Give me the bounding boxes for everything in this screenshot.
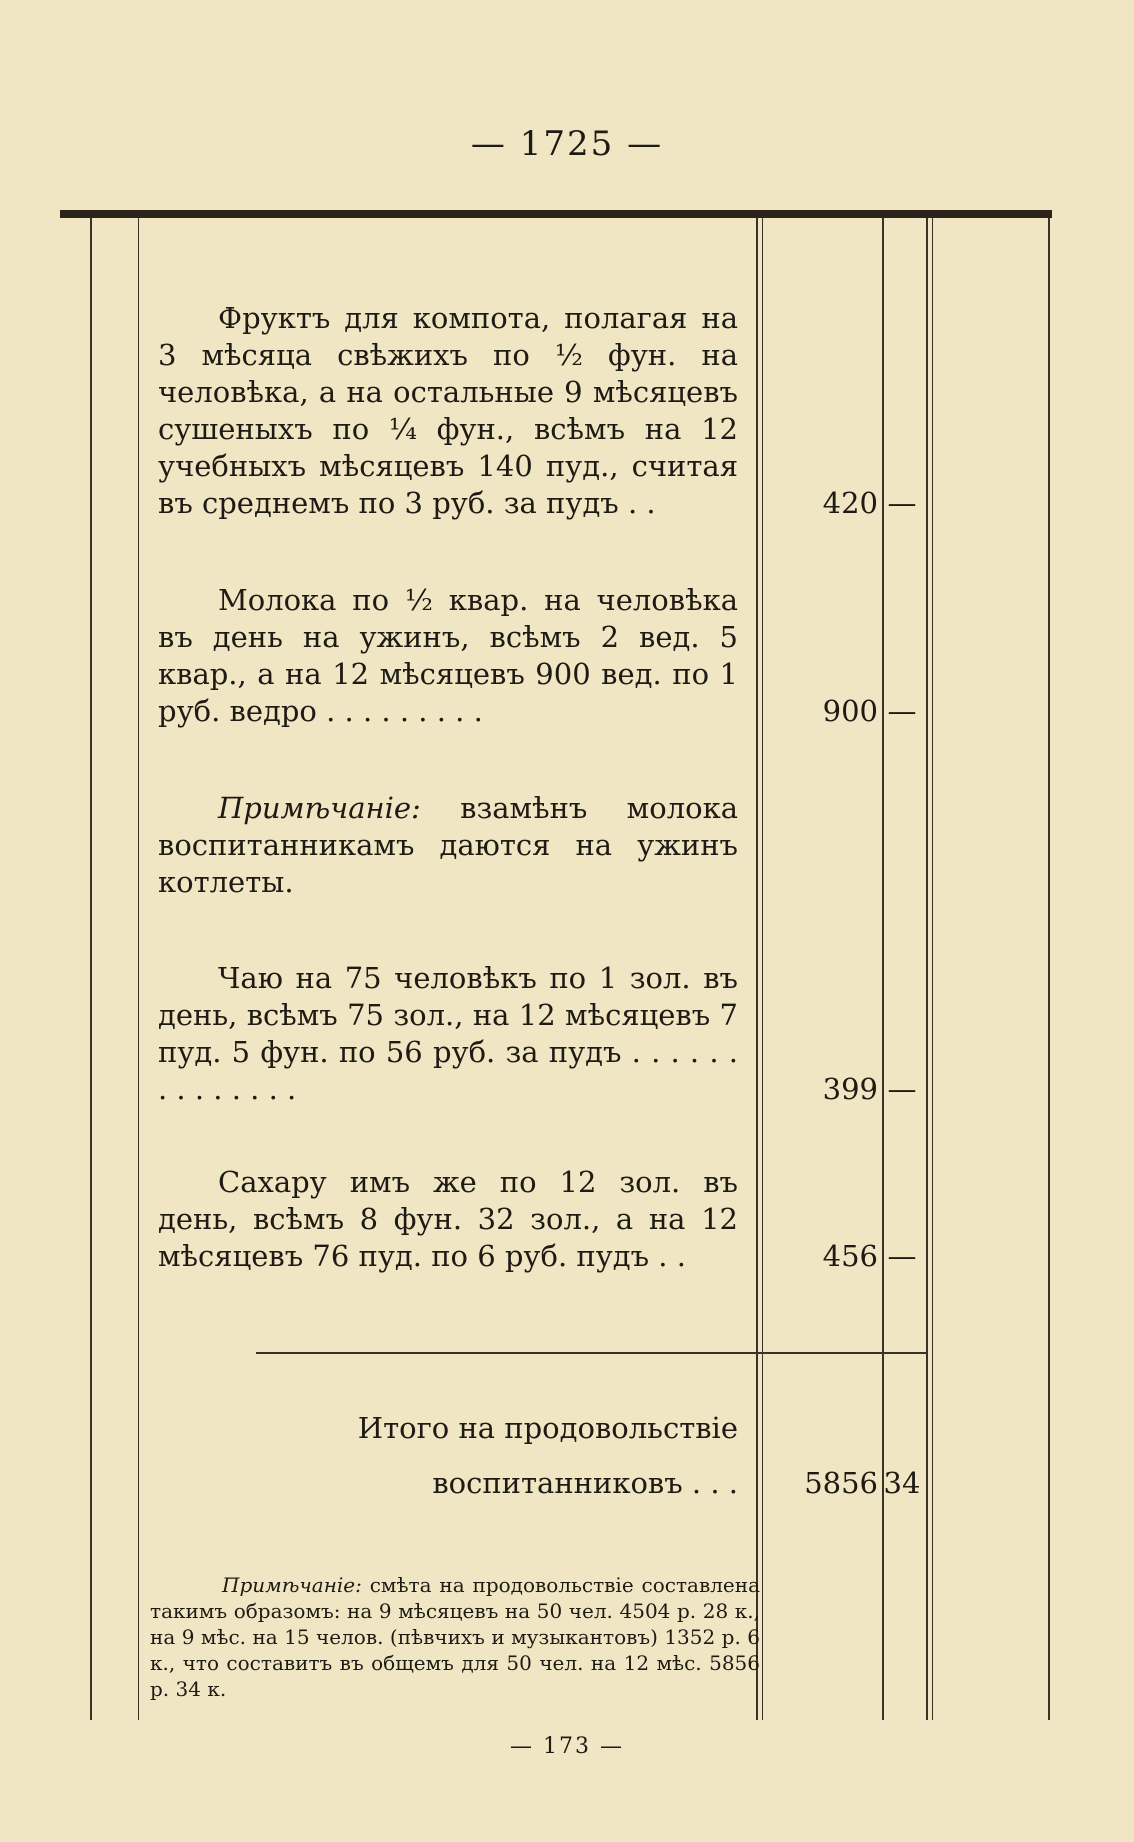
entry-milk-amount: 900 — [822, 694, 878, 728]
entry-tea — [158, 960, 738, 1108]
entry-tea-text: Чаю на 75 человѣкъ по 1 зол. въ день, всѣмъ 75 зол., на 12 мѣсяцевъ 7 пуд. 5 фун. по 56 руб. за пудъ . . . . . . . . . . . . . . — [158, 961, 738, 1106]
entry-fruit-amount: 420 — [822, 486, 878, 520]
note-label: Примѣчаніе: — [218, 791, 421, 825]
entry-sugar-text: Сахару имъ же по 12 зол. въ день, всѣмъ 8 фун. 32 зол., а на 12 мѣсяцевъ 76 пуд. по 6 руб. пудъ . . — [158, 1165, 738, 1273]
entry-fruit-text: Фруктъ для компота, полагая на 3 мѣсяца свѣжихъ по ½ фун. на человѣка, а на остальные 9 мѣсяцевъ сушеныхъ по ¼ фун., всѣмъ на 12 учебныхъ мѣсяцевъ 140 пуд., считая въ среднемъ по 3 руб. за пудъ . . — [158, 301, 738, 520]
entry-tea-kop: — — [887, 1072, 917, 1106]
top-rule — [60, 210, 1052, 218]
column-line-inner-left — [138, 218, 139, 1720]
column-line-kop-right — [926, 218, 928, 1720]
entry-milk-note — [158, 790, 738, 901]
entry-milk — [158, 582, 738, 730]
footnote-label: Примѣчаніе: — [222, 1573, 362, 1597]
footnote-text: смѣта на продовольствіе составлена такимъ образомъ: на 9 мѣсяцевъ на 50 чел. 4504 р. 28 к., на 9 мѣс. на 15 челов. (пѣвчихъ и музыкантовъ) 1352 р. 6 к., что составитъ въ общемъ для 50 чел. на 12 мѣс. 5856 р. 34 к. — [150, 1573, 760, 1701]
entry-tea-amount: 399 — [822, 1072, 878, 1106]
entry-sugar-kop: — — [887, 1239, 917, 1273]
total-kop: 34 — [883, 1466, 921, 1500]
footnote — [150, 1572, 760, 1702]
column-line-amount-left — [756, 218, 758, 1720]
entry-milk-text: Молока по ½ квар. на человѣка въ день на ужинъ, всѣмъ 2 вед. 5 квар., а на 12 мѣсяцевъ 900 вед. по 1 руб. ведро . . . . . . . . . — [158, 583, 738, 728]
total-label-line2: воспитанниковъ . . . — [432, 1466, 738, 1500]
column-line-kop-right-double — [932, 218, 933, 1720]
entry-sugar — [158, 1164, 738, 1275]
entry-fruit — [158, 300, 738, 522]
total-label-line1: Итого на продовольствіе — [357, 1411, 738, 1445]
column-line-outer-right — [1048, 218, 1050, 1720]
total-amount: 5856 — [804, 1466, 878, 1500]
entry-milk-kop: — — [887, 694, 917, 728]
page-header-number: — 1725 — — [470, 124, 664, 164]
column-line-outer-left — [90, 218, 92, 1720]
entry-sugar-amount: 456 — [822, 1239, 878, 1273]
sum-rule — [256, 1352, 926, 1354]
entry-fruit-kop: — — [887, 486, 917, 520]
page-footer-number: — 173 — — [510, 1734, 624, 1759]
note-text: взамѣнъ молока воспитанникамъ даются на ужинъ котлеты. — [158, 791, 738, 899]
